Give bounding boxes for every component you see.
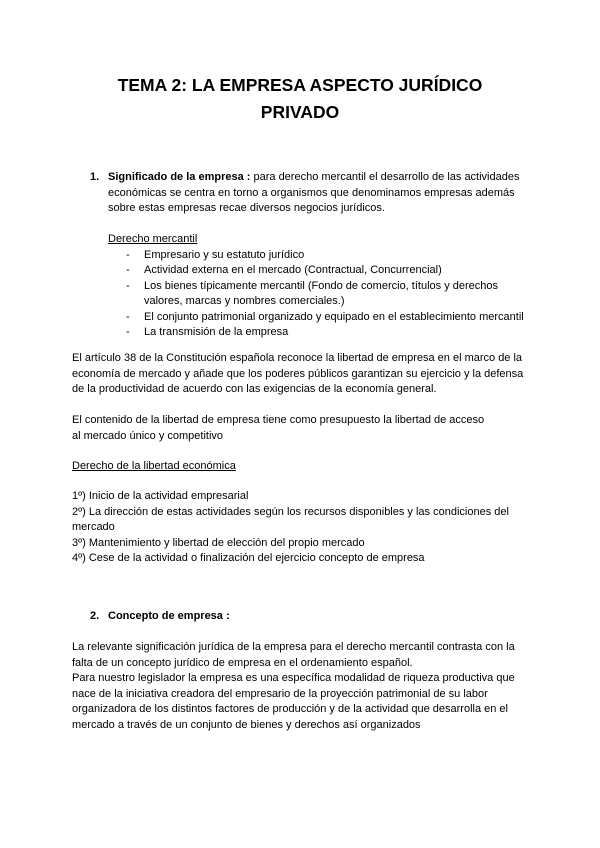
libertad-economica-heading bbox=[72, 459, 492, 475]
list-item: 2º) La dirección de estas actividades según los recursos disponibles y las condiciones del mercado bbox=[72, 505, 509, 533]
list-item: - Empresario y su estatuto jurídico bbox=[126, 248, 528, 264]
libertad-economica-list bbox=[72, 489, 530, 567]
list-item: - El conjunto patrimonial organizado y equipado en el establecimiento mercantil bbox=[126, 310, 528, 326]
section-2-paragraph-2: Para nuestro legislador la empresa es una específica modalidad de riqueza productiva que nace de la iniciativa creadora del empresario de la proyección patrimonial de su labor organizadora de los distintos factores de producción y de la actividad que desarrolla en el mercado a través de un conjunto de bienes y derechos así organizados bbox=[72, 672, 515, 731]
section-2-heading-line bbox=[108, 609, 408, 625]
paragraph-contenido-libertad: El contenido de la libertad de empresa tiene como presupuesto la libertad de acceso al mercado único y competitivo bbox=[72, 414, 485, 442]
list-item: 3º) Mantenimiento y libertad de elección del propio mercado bbox=[72, 536, 365, 549]
section-2-number: 2. bbox=[90, 610, 100, 622]
list-item: - Actividad externa en el mercado (Contractual, Concurrencial) bbox=[126, 263, 528, 279]
title-line-1: TEMA 2: LA EMPRESA ASPECTO JURÍDICO bbox=[117, 75, 483, 95]
derecho-mercantil-list bbox=[126, 248, 528, 341]
list-item: - Los bienes típicamente mercantil (Fondo de comercio, títulos y derechos valores, marcas y nombres comerciales.) bbox=[126, 279, 528, 310]
list-item: 4º) Cese de la actividad o finalización del ejercicio concepto de empresa bbox=[72, 552, 425, 564]
section-1-intro bbox=[108, 170, 520, 217]
section-1-number: 1. bbox=[90, 171, 100, 183]
derecho-mercantil-heading: Derecho mercantil bbox=[108, 233, 198, 245]
list-item: - La transmisión de la empresa bbox=[126, 325, 528, 341]
list-item: 1º) Inicio de la actividad empresarial bbox=[72, 490, 249, 502]
section-1-text: para derecho mercantil el desarrollo de las actividades económicas se centra en torno a organismos que denominamos empresas además sobre estas empresas recae diversos negocios jurídicos. bbox=[108, 171, 520, 214]
section-2-body bbox=[72, 640, 534, 733]
section-2-paragraph-1: La relevante significación jurídica de la empresa para el derecho mercantil contrasta con la falta de un concepto jurídico de empresa en el ordenamiento español. bbox=[72, 641, 515, 669]
section-1-heading: Significado de la empresa : bbox=[108, 171, 251, 183]
libertad-economica-heading-text: Derecho de la libertad económica bbox=[72, 460, 236, 472]
document-title bbox=[60, 72, 540, 126]
paragraph-articulo-38: El artículo 38 de la Constitución española reconoce la libertad de empresa en el marco de la economía de mercado y añade que los poderes públicos garantizan su ejercicio y la defensa de la productividad de acuerdo con las exigencias de la economía general. bbox=[72, 352, 524, 395]
section-2-heading: Concepto de empresa : bbox=[108, 610, 230, 622]
title-line-2: PRIVADO bbox=[260, 102, 340, 122]
derecho-mercantil-block bbox=[108, 232, 528, 341]
